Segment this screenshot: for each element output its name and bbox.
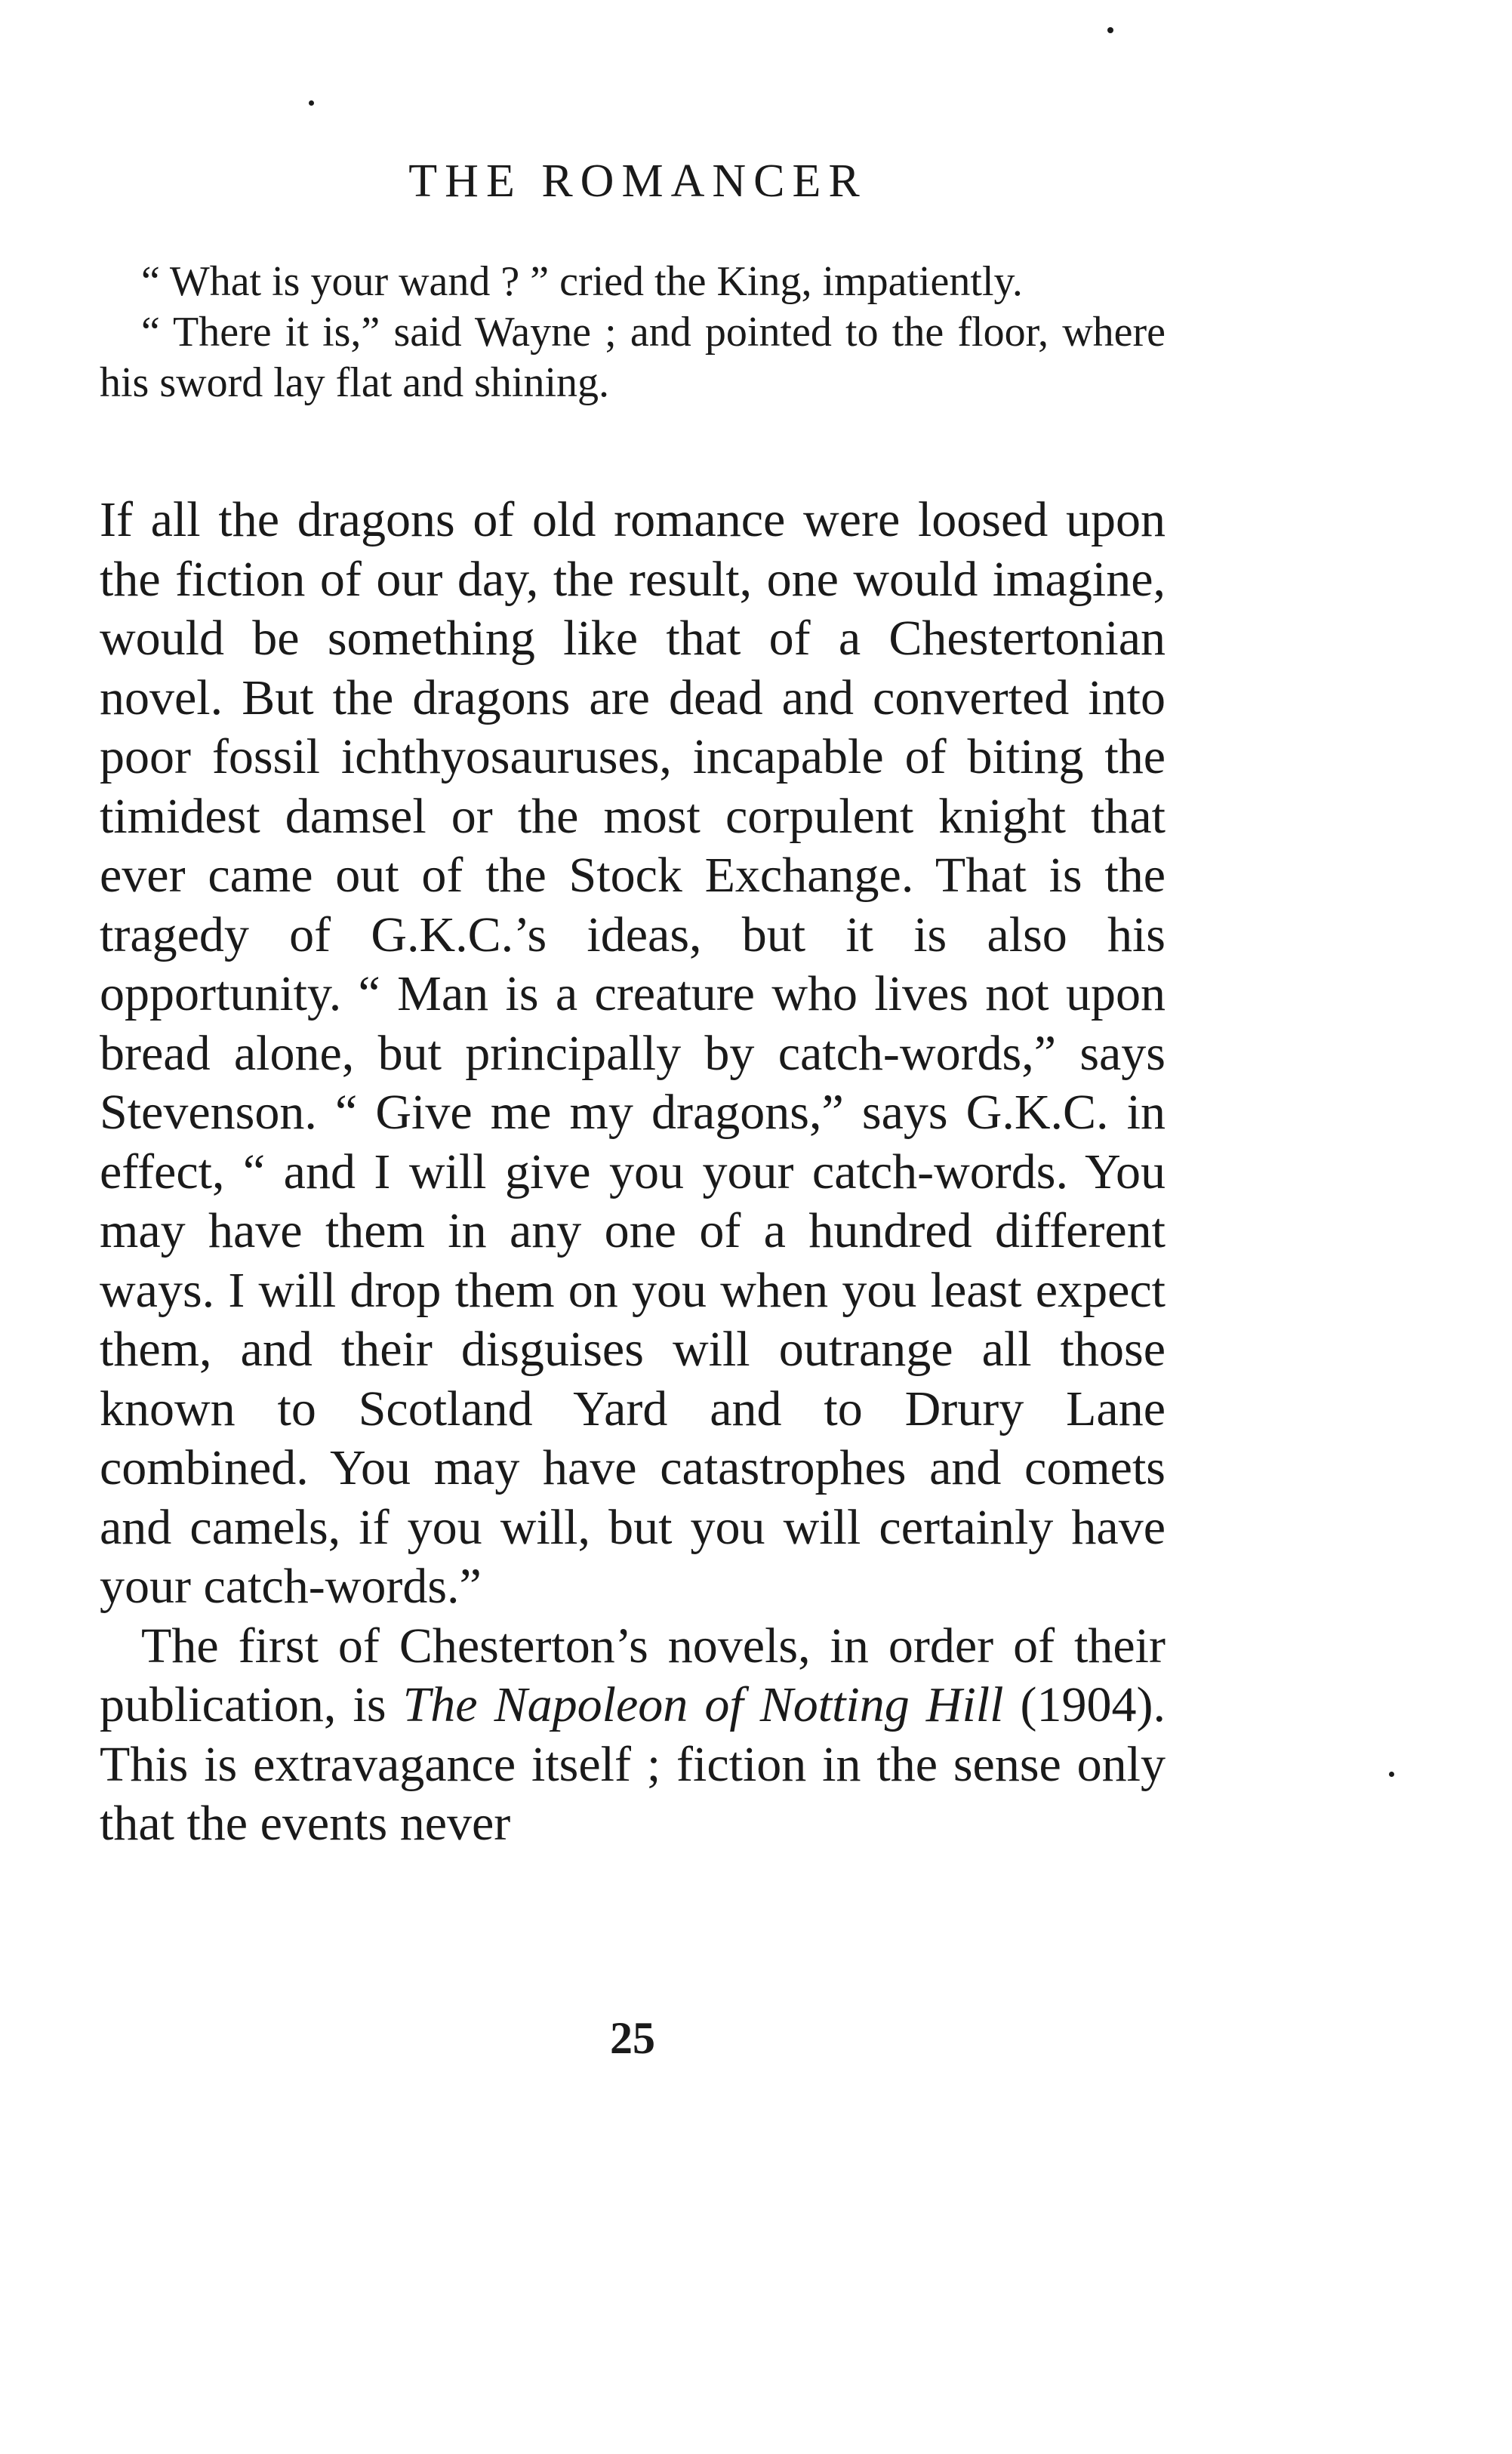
paragraph-text: The first of Chesterton’s novels, in order of their publication, is <box>100 1618 1166 1732</box>
page-speck <box>309 100 314 106</box>
page-number: 25 <box>610 2013 655 2063</box>
page-speck <box>1389 1772 1394 1777</box>
paragraph-text: (1904). This is extravagance itself ; fiction in the sense only that the events never <box>100 1677 1166 1851</box>
paragraph <box>100 1617 1166 1854</box>
book-title: The Napoleon of Notting Hill <box>402 1677 1004 1732</box>
page-speck <box>1107 27 1113 33</box>
body-text <box>100 491 1166 1854</box>
running-head: THE ROMANCER <box>408 155 867 207</box>
epigraph-line: “ There it is,” said Wayne ; and pointed to the floor, where his sword lay flat and shining. <box>100 309 1166 406</box>
paragraph: If all the dragons of old romance were loosed upon the fiction of our day, the result, one would imagine, would be something like that of a Chestertonian novel. But the dragons are dead and converted into poor fossil ichthyosauruses, incapable of biting the timidest damsel or the most corpulent knight that ever came out of the Stock Exchange. That is the tragedy of G.K.C.’s ideas, but it is also his opportunity. “ Man is a creature who lives not upon bread alone, but principally by catch-words,” says Stevenson. “ Give me my dragons,” says G.K.C. in effect, “ and I will give you your catch-words. You may have them in any one of a hundred different ways. I will drop them on you when you least expect them, and their disguises will outrange all those known to Scotland Yard and to Drury Lane combined. You may have catastrophes and comets and camels, if you will, but you will certainly have your catch-words.” <box>100 492 1166 1614</box>
epigraph <box>100 257 1166 408</box>
epigraph-line: “ What is your wand ? ” cried the King, impatiently. <box>141 258 1023 305</box>
